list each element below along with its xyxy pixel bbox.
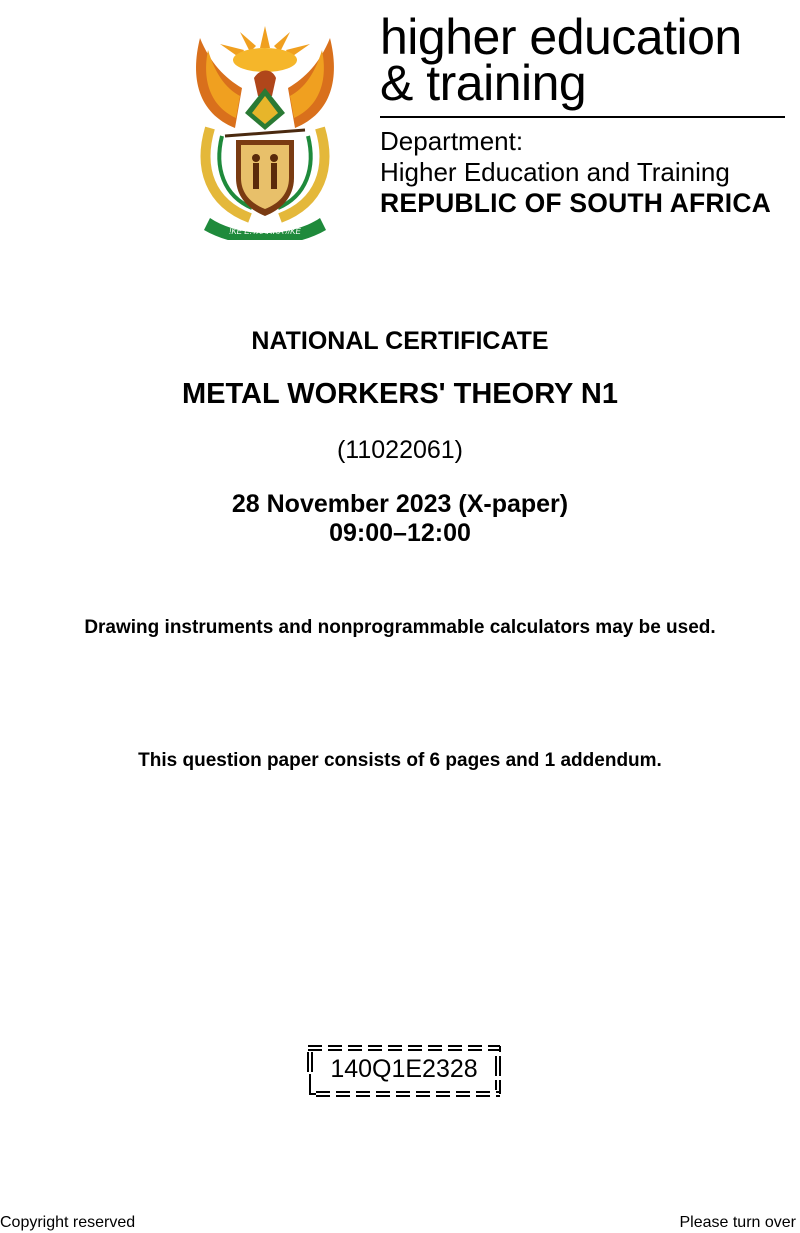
- exam-time: 09:00–12:00: [329, 519, 471, 547]
- country-name: REPUBLIC OF SOUTH AFRICA: [380, 188, 772, 218]
- subject-title: METAL WORKERS' THEORY N1: [181, 378, 619, 410]
- footer-copyright: Copyright reserved: [0, 1214, 136, 1231]
- department-details: [380, 126, 790, 219]
- certificate-heading: NATIONAL CERTIFICATE: [251, 327, 549, 355]
- instructions-note: Drawing instruments and nonprogrammable calculators may be used.: [84, 617, 716, 638]
- page-count-note: This question paper consists of 6 pages and 1 addendum.: [138, 750, 662, 771]
- paper-code-box: [304, 1042, 504, 1100]
- department-label: Department:: [380, 126, 524, 156]
- exam-date: 28 November 2023 (X-paper): [231, 490, 569, 518]
- department-branding: [380, 9, 790, 219]
- coat-of-arms-emblem: [180, 18, 350, 240]
- paper-code-number: 140Q1E2328: [330, 1055, 478, 1083]
- footer-turn-over: Please turn over: [679, 1214, 796, 1231]
- department-name: Higher Education and Training: [380, 157, 730, 187]
- south-africa-coat-of-arms-icon: [180, 18, 350, 240]
- brand-line-1: higher education: [380, 9, 742, 65]
- brand-line-2: & training: [380, 55, 587, 111]
- svg-text:!KE E: /XARRA //KE: !KE E: /XARRA //KE: [229, 227, 301, 236]
- brand-divider: [380, 116, 785, 118]
- paper-code: (11022061): [336, 436, 464, 464]
